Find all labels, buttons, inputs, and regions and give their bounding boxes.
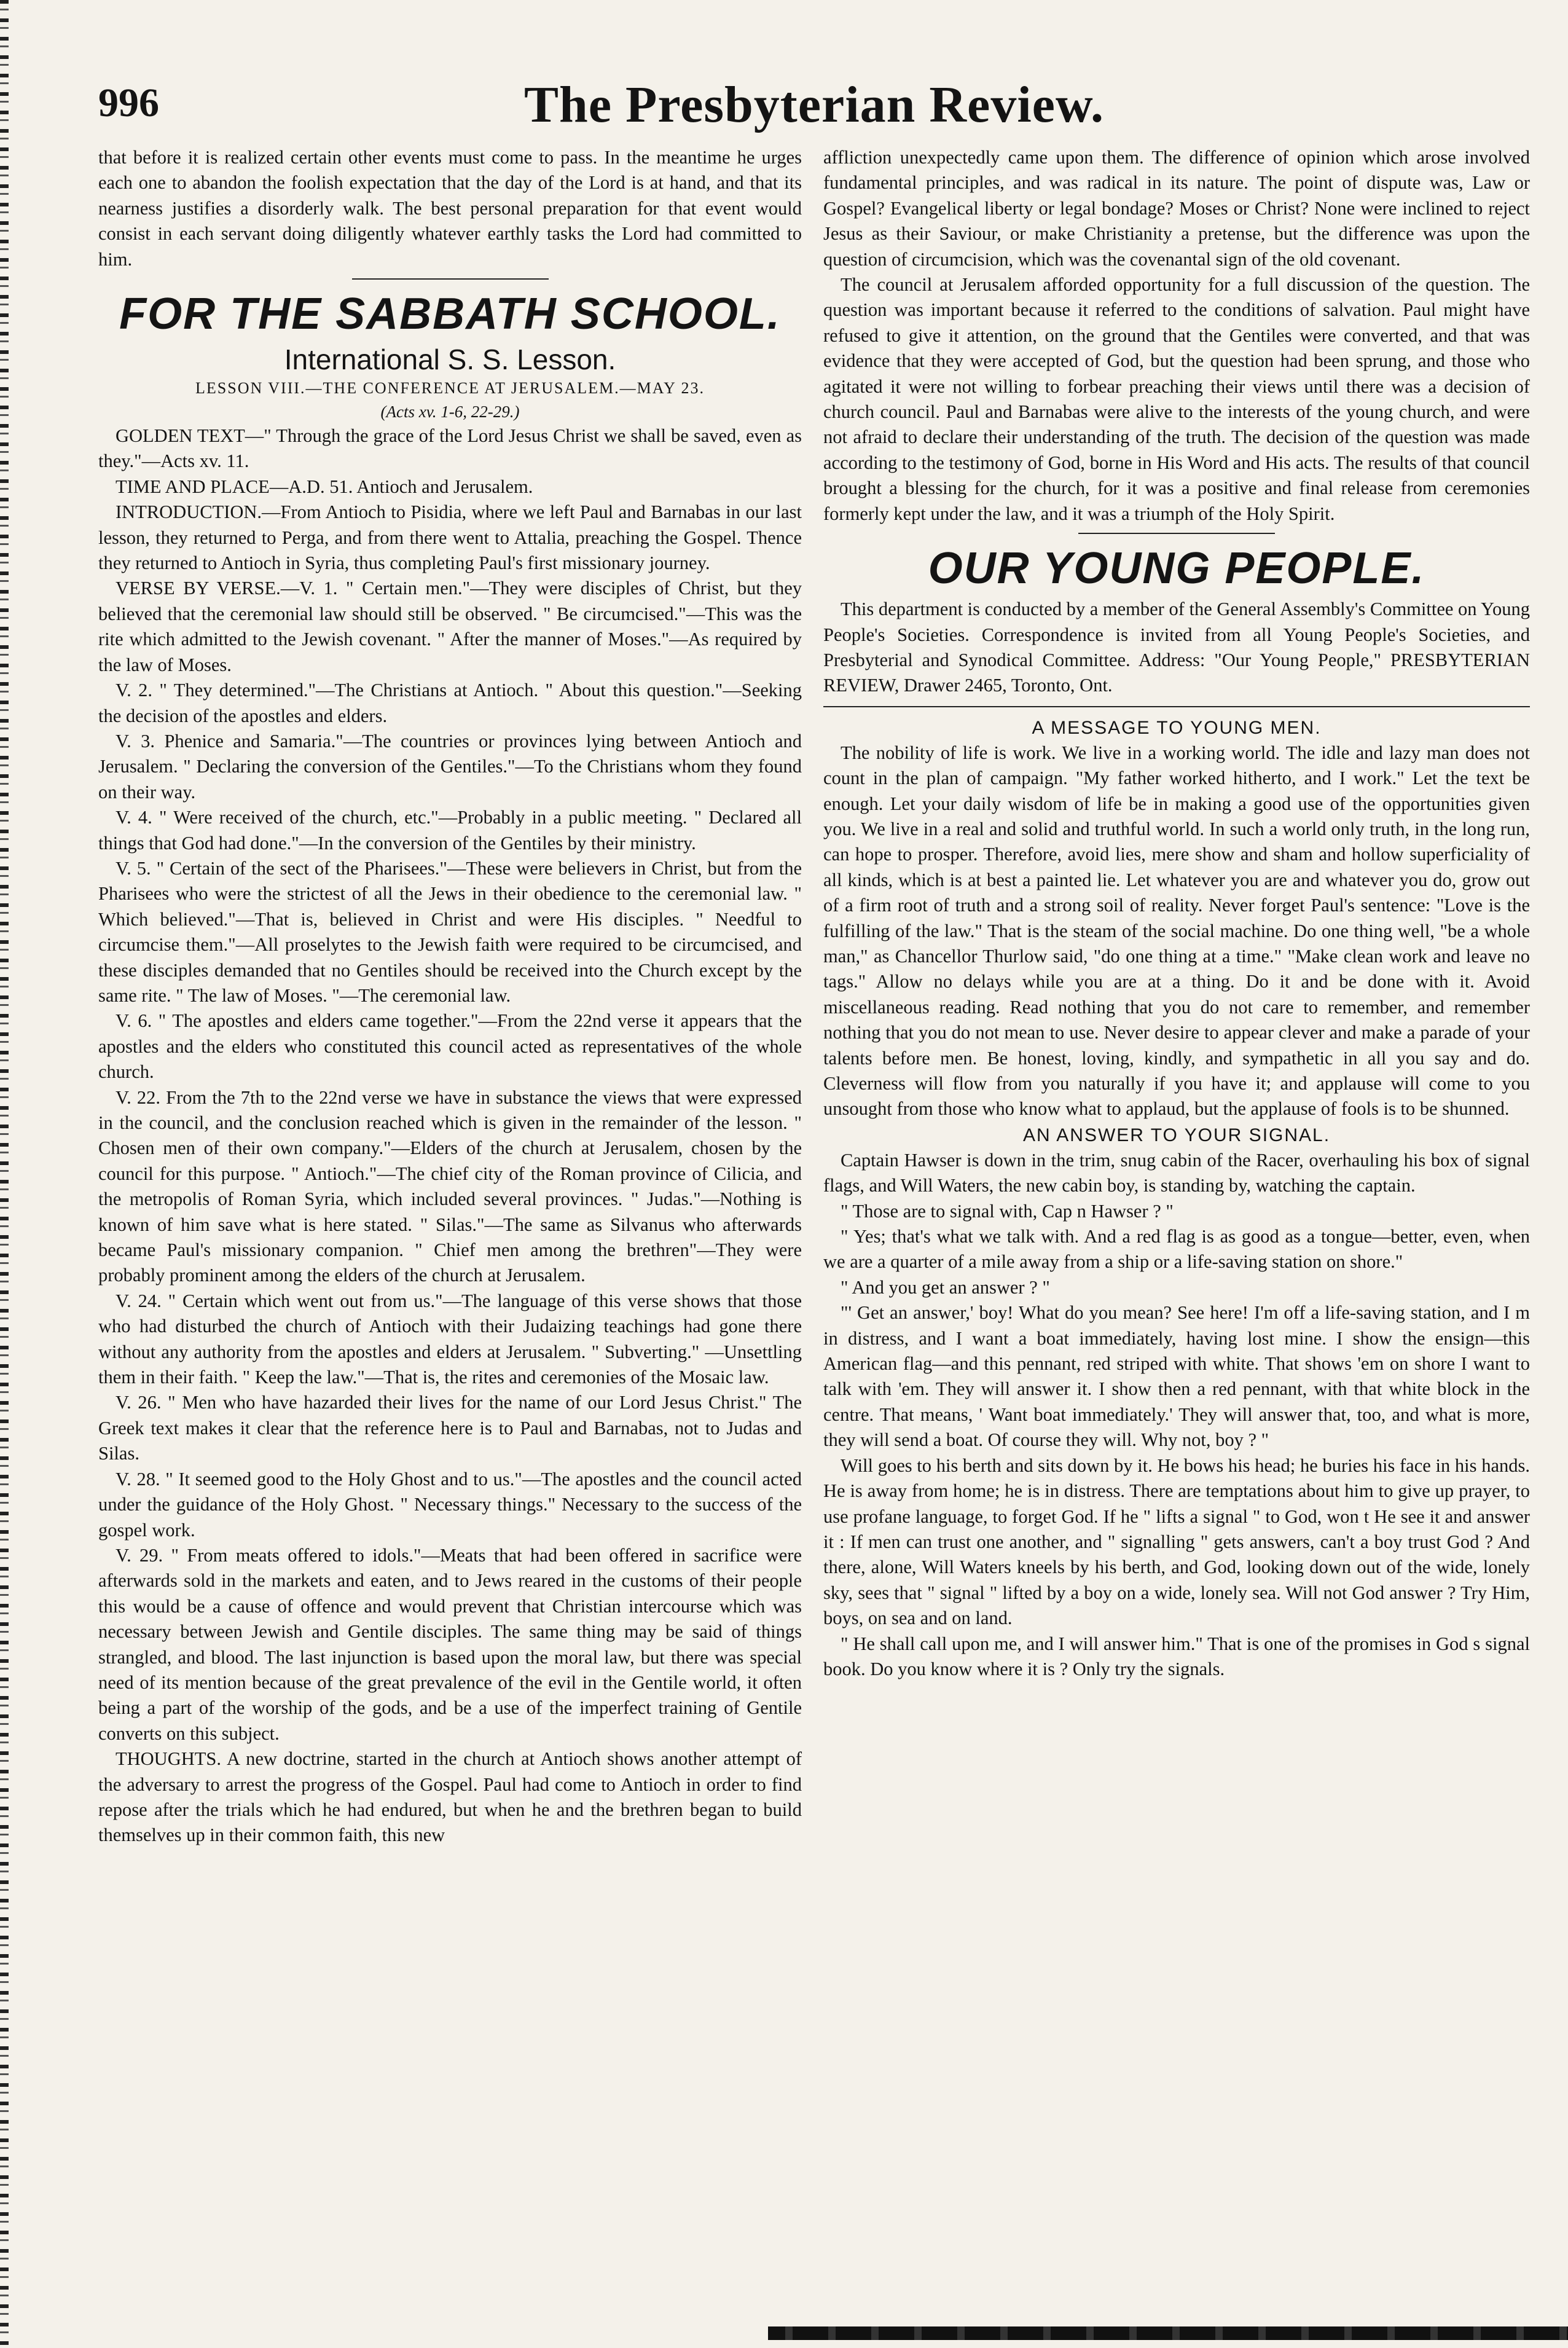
divider [1078,533,1275,534]
lesson-paragraph: GOLDEN TEXT—" Through the grace of the Lord Jesus Christ we shall be saved, even as they."—Acts xv. 11. [98,425,802,472]
intro-paragraph: that before it is realized certain other events must come to pass. In the meantime he urges each one to abandon the foolish expectation that the day of the Lord is at hand, and that its nearness justifies a disorderly walk. The best personal preparation for that event would consist in each servant doing diligently whatever earthly tasks the Lord had committed to him. [98,147,802,270]
signal-paragraph: " And you get an answer ? " [841,1276,1050,1298]
page-header [98,75,1530,136]
lesson-paragraph: V. 28. " It seemed good to the Holy Ghost and to us."—The apostles and the council acted under the guidance of the Holy Ghost. " Necessary things." Necessary to the success of the gospel work. [98,1468,802,1541]
scan-edge-left [0,0,9,2348]
lesson-paragraph: V. 5. " Certain of the sect of the Pharisees."—These were believers in Christ, but from the Pharisees who were the strictest of all the Jews in their obedience to the ceremonial law. " Which believed."—That is, believed in Christ and were His disciples. " Needful to circumcise them."—All proselytes to the Jewish faith were required to be circumcised, and these disciples demanded that no Gentiles should be received into the Church except by the same rite. " The law of Moses. "—The ceremonial law. [98,857,802,1006]
lesson-paragraph: V. 6. " The apostles and elders came together."—From the 22nd verse it appears that the apostles and the elders who constituted this council acted as representatives of the whole church. [98,1010,802,1083]
divider [352,278,549,280]
lesson-paragraph: V. 26. " Men who have hazarded their lives for the name of our Lord Jesus Christ." The Greek text makes it clear that the reference here is to Paul and Barnabas, not to Judas and Silas. [98,1392,802,1464]
divider [823,706,1530,707]
continued-paragraph: affliction unexpectedly came upon them. The difference of opinion which arose involved fundamental principles, and was radical in its nature. The point of dispute was, Law or Gospel? Evangelical liberty or legal bondage? Moses or Christ? None were inclined to reject Jesus as their Saviour, or make Christianity a pretense, but the difference was upon the question of circumcision, which was the covenantal sign of the old covenant. [823,147,1530,270]
lesson-paragraph: TIME AND PLACE—A.D. 51. Antioch and Jerusalem. [116,476,533,497]
signal-paragraph: " Those are to signal with, Cap n Hawser ? " [841,1200,1174,1222]
lesson-paragraph: THOUGHTS. A new doctrine, started in the church at Antioch shows another attempt of the adversary to arrest the progress of the Gospel. Paul had come to Antioch in order to find repose after the trials which he had endured, but when he and the brethren began to build themselves up in their common faith, this new [98,1748,802,1846]
lesson-subtitle: International S. S. Lesson. [284,344,616,376]
scan-edge-bottom [768,2326,1568,2340]
department-note: This department is conducted by a member of the General Assembly's Committee on Young People's Societies. Correspondence is invited from all Young People's Societies, and Presbyterial and Synodical Committee. Address: "Our Young People," PRESBYTERIAN REVIEW, Drawer 2465, Toronto, Ont. [823,599,1530,696]
lesson-paragraph: VERSE BY VERSE.—V. 1. " Certain men."—They were disciples of Christ, but they believed that the ceremonial law should still be observed. " Be circumcised."—This was the rite which admitted to the Jewish covenant. " After the manner of Moses."—As required by the law of Moses. [98,578,802,675]
right-column [823,145,1530,1682]
lesson-paragraph: V. 4. " Were received of the church, etc."—Probably in a public meeting. " Declared all things that God had done."—In the conversion of the Gentiles by their ministry. [98,807,802,854]
left-column [98,145,802,1848]
message-paragraph: The nobility of life is work. We live in a working world. The idle and lazy man does not count in the plan of campaign. "My father worked hitherto, and I work." Let the text be enough. Let your daily wisdom of life be in making a good use of the opportunities given you. We live in a real and solid and truthful world. In such a world only truth, in the long run, can hope to prosper. Therefore, avoid lies, mere show and sham and hollow superficiality of all kinds, which is at best a painted lie. Let whatever you are and whatever you do, grow out of a firm root of truth and a strong soil of reality. Never forget Paul's sentence: "Love is the fulfilling of the law." That is the steam of the social machine. Do one thing well, "be a whole man," as Chancellor Thurlow said, "do one thing at a time." "Make clean work and leave no tags." Allow no delays while you are at a thing. Do it and be done with it. Avoid miscellaneous reading. Read nothing that you do not care to remember, and remember nothing that you do not mean to use. Never desire to appear clever and make a parade of your talents before men. Be honest, loving, kindly, and sympathetic in all you say and do. Cleverness will flow from you naturally if you have it; and applause will come to you unsought from those who know what to applaud, but the applause of fools is to be shunned. [823,742,1530,1120]
lesson-paragraph: V. 29. " From meats offered to idols."—Meats that had been offered in sacrifice were afterwards sold in the markets and eaten, and to Jews reared in the customs of their people this would be a cause of offence and would prevent that Christian intercourse which was necessary between Jewish and Gentile disciples. The same thing may be said of things strangled, and blood. The last injunction is based upon the moral law, but there was special need of its mention because of the great prevalence of the evil in the Gentile world, it often being a part of the worship of the gods, and be a use of the imperfect training of Gentile converts on this subject. [98,1544,802,1744]
signal-paragraph: Will goes to his berth and sits down by it. He bows his head; he buries his face in his hands. He is away from home; he is in distress. There are temptations about him to give up prayer, to use profane language, to forget God. If he " lifts a signal " to God, won t He see it and answer it : If men can trust one another, and " signalling " gets answers, can't a boy trust God ? And there, alone, Will Waters kneels by his berth, and God, looking down out of the wide, lonely sky, sees that " signal " lifted by a boy on a wide, lonely sea. Will not God answer ? Try Him, boys, on sea and on land. [823,1455,1530,1629]
lesson-line: LESSON VIII.—THE CONFERENCE AT JERUSALEM.—MAY 23. [195,379,705,398]
continued-paragraph: The council at Jerusalem afforded opportunity for a full discussion of the question. The question was important because it referred to the conditions of salvation. Paul might have refused to give it attention, on the ground that the Gentiles were converted, and that was evidence that they were accepted of God, but the question had been sprung, and those who agitated it were not willing to forbear preaching their views until there was a decision of church council. Paul and Barnabas were alive to the interests of the young church, and were not afraid to declare their understanding of the truth. The decision of the question was made according to the testimony of God, borne in His Word and His acts. The results of that council brought a blessing for the church, for it was a positive and final release from ceremonies formerly kept under the law, and it was a triumph of the Holy Spirit. [823,274,1530,524]
journal-title: The Presbyterian Review. [524,76,1104,133]
lesson-paragraph: V. 24. " Certain which went out from us."—The language of this verse shows that those who had disturbed the church of Antioch with their Judaizing teachings had gone there without any authority from the apostles and elders at Jerusalem. " Subverting." —Unsettling them in their faith. " Keep the law."—That is, the rites and ceremonies of the Mosaic law. [98,1290,802,1388]
sabbath-school-title: FOR THE SABBATH SCHOOL. [119,289,781,339]
lesson-paragraph: V. 22. From the 7th to the 22nd verse we have in substance the views that were expressed in the council, and the conclusion reached which is given in the remainder of the lesson. " Chosen men of their own company."—Elders of the church at Jerusalem, chosen by the council for this purpose. " Antioch."—The chief city of the Roman province of Cilicia, and the metropolis of Roman Syria, which included several provinces. " Judas."—Nothing is known of him save what is here stated. " Silas."—The same as Silvanus who afterwards became Paul's missionary companion. " Chief men among the brethren"—They were probably prominent among the elders of the church at Jerusalem. [98,1086,802,1286]
signal-paragraph: " He shall call upon me, and I will answer him." That is one of the promises in God s signal book. Do you know where it is ? Only try the signals. [823,1633,1530,1679]
signal-paragraph: Captain Hawser is down in the trim, snug cabin of the Racer, overhauling his box of signal flags, and Will Waters, the new cabin boy, is standing by, watching the captain. [823,1149,1530,1196]
message-heading: A MESSAGE TO YOUNG MEN. [1032,717,1322,738]
signal-paragraph: " Yes; that's what we talk with. And a red flag is as good as a tongue—better, even, when we are a quarter of a mile away from a ship or a life-saving station on shore." [823,1226,1530,1273]
lesson-paragraph: INTRODUCTION.—From Antioch to Pisidia, where we left Paul and Barnabas in our last lesson, they returned to Perga, and from there went to Attalia, preaching the Gospel. Thence they returned to Antioch in Syria, thus completing Paul's first missionary journey. [98,501,802,574]
page-number: 996 [98,80,159,125]
lesson-paragraph: V. 2. " They determined."—The Christians at Antioch. " About this question."—Seeking the decision of the apostles and elders. [98,680,802,726]
young-people-title: OUR YOUNG PEOPLE. [928,544,1425,594]
signal-heading: AN ANSWER TO YOUR SIGNAL. [1022,1125,1331,1145]
signal-paragraph: "' Get an answer,' boy! What do you mean? See here! I'm off a life-saving station, and I m in distress, and I want a boat immediately, having lost mine. I show the ensign—this American flag—and this pennant, red striped with white. That shows 'em on shore I want to talk with 'em. They will answer it. I show then a red pennant, with that white block in the centre. That means, ' Want boat immediately.' They will answer that, too, and what is more, they will send a boat. Of course they will. Why not, boy ? " [823,1302,1530,1451]
scripture-reference: (Acts xv. 1-6, 22-29.) [380,402,520,422]
lesson-paragraph: V. 3. Phenice and Samaria."—The countries or provinces lying between Antioch and Jerusalem. " Declaring the conversion of the Gentiles."—To the Christians whom they found on their way. [98,730,802,803]
